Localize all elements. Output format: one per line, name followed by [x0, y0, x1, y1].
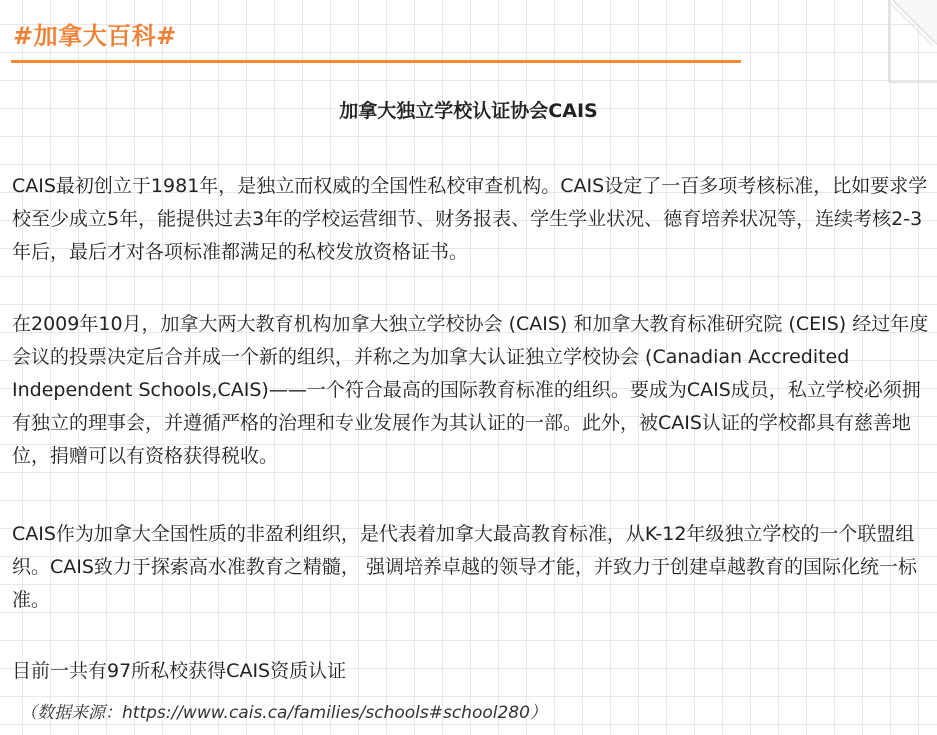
paragraph-merger: 在2009年10月，加拿大两大教育机构加拿大独立学校协会 (CAIS) 和加拿大教育标准研究院 (CEIS) 经过年度会议的投票决定后合并成一个新的组织，并称之为加拿大认证独立学校协会 (Canadian Accredited Independent Schools,CAIS)——一个符合最高的国际教育标准的组织。要成为CAIS成员，私立学校必须拥有独立的理事会，并遵循严格的治理和专业发展作为其认证的一部。此外，被CAIS认证的学校都具有慈善地位，捐赠可以有资格获得税收。 — [12, 313, 929, 467]
section-tag-title: #加拿大百科# — [13, 22, 177, 50]
source-note: （数据来源：https://www.cais.ca/families/schools#school280） — [20, 703, 547, 723]
section-tag-header — [11, 10, 741, 63]
article-title: 加拿大独立学校认证协会CAIS — [339, 100, 598, 122]
paragraph-history: CAIS最初创立于1981年，是独立而权威的全国性私校审查机构。CAIS设定了一百多项考核标准，比如要求学校至少成立5年，能提供过去3年的学校运营细节、财务报表、学生学业状况、德育培养状况等，连续考核2-3年后，最后才对各项标准都满足的私校发放资格证书。 — [12, 175, 928, 263]
page-curl-icon — [885, 0, 937, 84]
paragraph-school-count: 目前一共有97所私校获得CAIS资质认证 — [12, 660, 347, 682]
paragraph-mission: CAIS作为加拿大全国性质的非盈利组织，是代表着加拿大最高教育标准，从K-12年级独立学校的一个联盟组织。CAIS致力于探索高水准教育之精髓， 强调培养卓越的领导才能，并致力于创建卓越教育的国际化统一标准。 — [12, 523, 917, 611]
